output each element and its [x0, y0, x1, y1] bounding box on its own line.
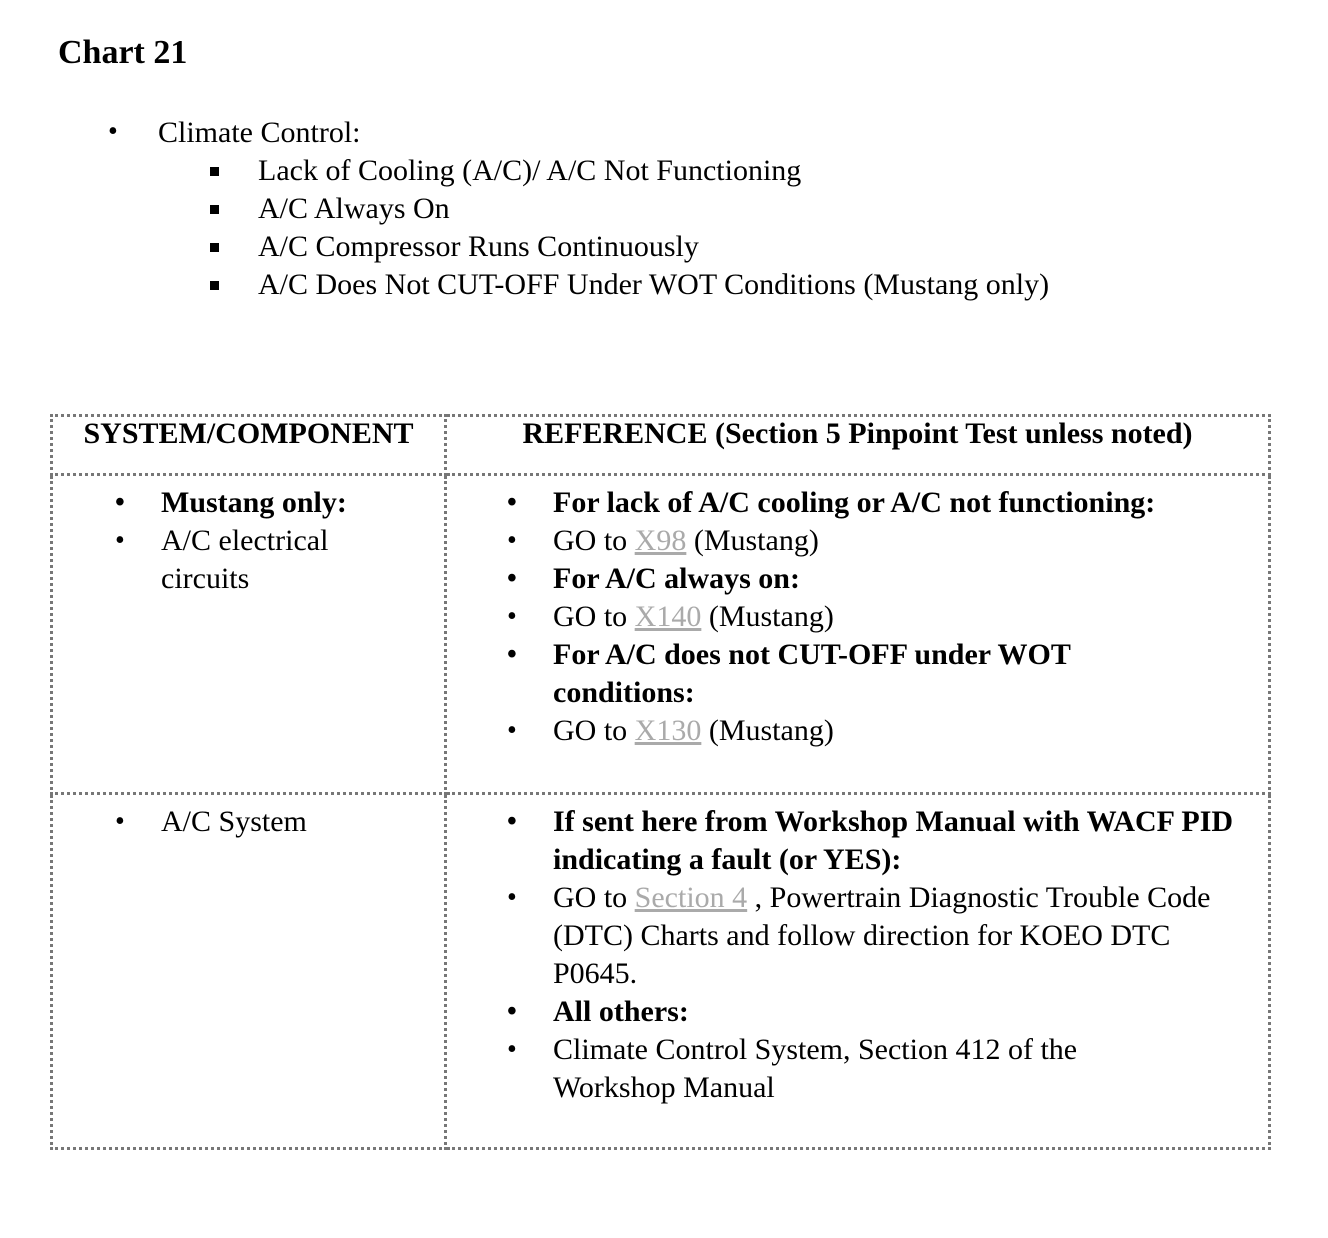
symptom-item: A/C Compressor Runs Continuously	[258, 230, 699, 263]
header-system: SYSTEM/COMPONENT	[52, 416, 446, 475]
bullet-icon: •	[115, 525, 125, 556]
reference-item: • For lack of A/C cooling or A/C not functioning:	[553, 484, 1253, 522]
system-item: • A/C System	[161, 803, 421, 841]
bullet-icon: •	[507, 996, 517, 1027]
bullet-icon: •	[108, 116, 118, 147]
table-row	[52, 794, 1270, 1149]
bullet-icon: •	[507, 525, 517, 556]
bullet-icon: •	[115, 487, 125, 518]
bullet-icon: •	[507, 715, 517, 746]
bullet-icon: •	[507, 487, 517, 518]
reference-table	[50, 414, 1271, 1150]
symptom-item: A/C Does Not CUT-OFF Under WOT Conditions (Mustang only)	[258, 268, 1050, 301]
bullet-icon: •	[507, 1034, 517, 1065]
square-bullet-icon	[210, 243, 219, 252]
system-cell	[52, 794, 446, 1149]
bullet-icon: •	[115, 806, 125, 837]
system-cell	[52, 475, 446, 794]
reference-cell	[446, 794, 1270, 1149]
reference-item: • For A/C does not CUT-OFF under WOT conditions:	[507, 638, 1071, 709]
symptom-item: A/C Always On	[258, 192, 450, 225]
system-item: • Mustang only:	[161, 484, 421, 522]
bullet-icon: •	[507, 882, 517, 913]
reference-item: • GO to Section 4 , Powertrain Diagnostic Trouble Code (DTC) Charts and follow direction for KOEO DTC P0645.	[507, 881, 1211, 990]
bullet-icon: •	[507, 806, 517, 837]
page-title: Chart 21	[58, 34, 188, 71]
reference-item: • GO to X140 (Mustang)	[553, 598, 1253, 636]
link-x98[interactable]: X98	[634, 524, 687, 557]
square-bullet-icon	[210, 167, 219, 176]
link-x130[interactable]: X130	[634, 714, 702, 747]
reference-cell	[446, 475, 1270, 794]
reference-item: • GO to X130 (Mustang)	[553, 712, 1253, 750]
link-x140[interactable]: X140	[634, 600, 702, 633]
header-reference: REFERENCE (Section 5 Pinpoint Test unless noted)	[446, 416, 1270, 475]
reference-item: • If sent here from Workshop Manual with WACF PID indicating a fault (or YES):	[507, 805, 1234, 876]
reference-item: • All others:	[553, 993, 1253, 1031]
reference-item: • For A/C always on:	[553, 560, 1253, 598]
reference-item: • GO to X98 (Mustang)	[553, 522, 1253, 560]
bullet-icon: •	[507, 601, 517, 632]
reference-item: • Climate Control System, Section 412 of the Workshop Manual	[507, 1033, 1078, 1104]
square-bullet-icon	[210, 205, 219, 214]
bullet-icon: •	[507, 639, 517, 670]
table-row	[52, 475, 1270, 794]
system-item: • A/C electrical circuits	[115, 524, 329, 595]
table-header-row	[52, 416, 1270, 475]
bullet-icon: •	[507, 563, 517, 594]
symptom-item: Lack of Cooling (A/C)/ A/C Not Functioning	[258, 154, 802, 187]
link-section-4[interactable]: Section 4	[634, 881, 748, 914]
symptom-heading: Climate Control:	[158, 116, 361, 149]
square-bullet-icon	[210, 281, 219, 290]
